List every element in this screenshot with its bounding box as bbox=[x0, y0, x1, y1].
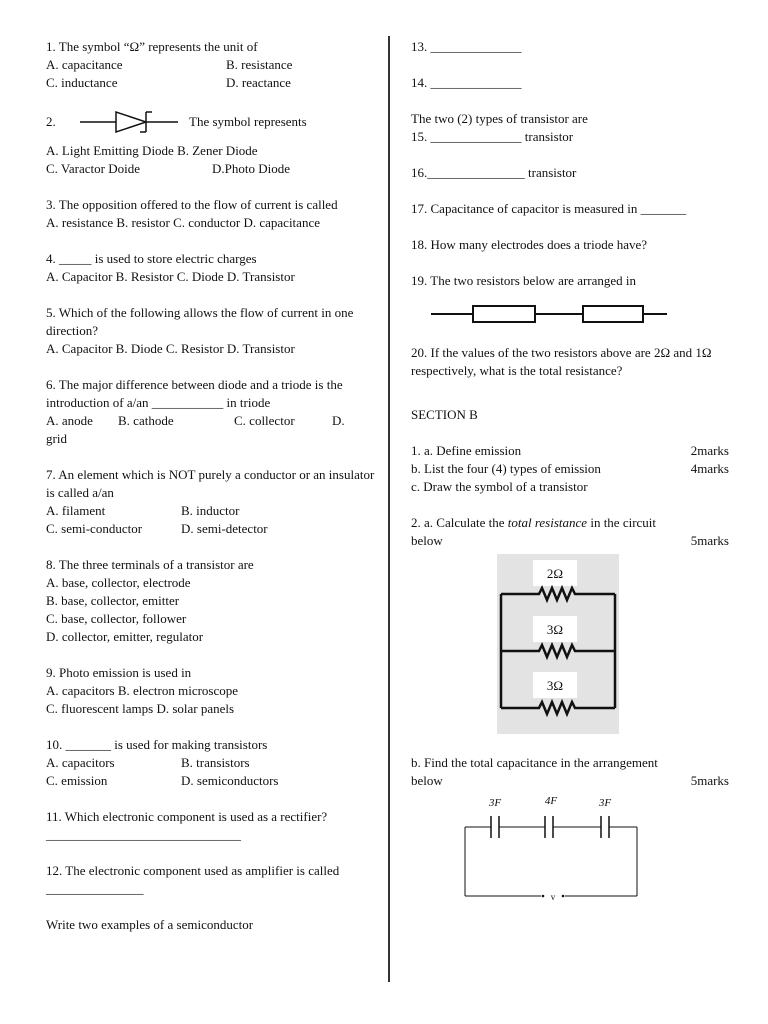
q10-option-b: B. transistors bbox=[181, 755, 250, 770]
q10-option-a: A. capacitors bbox=[46, 755, 115, 770]
q10-stem: 10. _______ is used for making transistors bbox=[46, 737, 268, 752]
q7-stem: 7. An element which is NOT purely a conductor or an insulator is called a/an bbox=[46, 467, 375, 500]
q2-stem: The symbol represents bbox=[189, 114, 307, 129]
transistor-types-intro: The two (2) types of transistor are bbox=[411, 111, 588, 126]
q8-option-d: D. collector, emitter, regulator bbox=[46, 629, 204, 644]
q6-option-a: A. anode bbox=[46, 413, 93, 428]
left-column bbox=[46, 38, 376, 934]
q14-blank: 14. ______________ bbox=[411, 75, 522, 90]
q20: 20. If the values of the two resistors above are 2Ω and 1Ω respectively, what is the total resistance? bbox=[411, 345, 712, 378]
c1-label: 3F bbox=[488, 797, 502, 809]
b2a-pre: 2. a. Calculate the bbox=[411, 515, 508, 530]
q3-stem: 3. The opposition offered to the flow of current is called bbox=[46, 197, 338, 212]
q5-options: A. Capacitor B. Diode C. Resistor D. Transistor bbox=[46, 341, 295, 356]
c2-label: 4F bbox=[544, 795, 558, 807]
question-3 bbox=[46, 196, 376, 232]
q6-option-d: D. bbox=[332, 413, 345, 428]
q18: 18. How many electrodes does a triode have? bbox=[411, 237, 648, 252]
q4-stem: 4. _____ is used to store electric charges bbox=[46, 251, 257, 266]
b2a-em: total resistance bbox=[507, 515, 588, 530]
b1b-row bbox=[411, 460, 729, 478]
b2a-row bbox=[411, 532, 729, 550]
q2-options-ab: A. Light Emitting Diode B. Zener Diode bbox=[46, 143, 258, 158]
question-6 bbox=[46, 376, 376, 448]
q9-stem: 9. Photo emission is used in bbox=[46, 665, 192, 680]
q16-blank: 16._______________ transistor bbox=[411, 165, 577, 180]
question-12 bbox=[46, 862, 376, 898]
b2a-text bbox=[411, 514, 729, 532]
q6-option-c: C. collector bbox=[234, 413, 295, 428]
question-5 bbox=[46, 304, 376, 358]
q12-stem: 12. The electronic component used as amplifier is called _______________ bbox=[46, 863, 340, 896]
b1a-row bbox=[411, 442, 729, 460]
q2-option-c: C. Varactor Doide bbox=[46, 161, 140, 176]
q1-option-b: B. resistance bbox=[226, 57, 293, 72]
b2b-text: b. Find the total capacitance in the arrangement bbox=[411, 755, 658, 770]
q15-blank: 15. ______________ transistor bbox=[411, 129, 574, 144]
q17: 17. Capacitance of capacitor is measured in _______ bbox=[411, 201, 687, 216]
q4-options: A. Capacitor B. Resistor C. Diode D. Transistor bbox=[46, 269, 295, 284]
b2b-marks: 5marks bbox=[690, 773, 729, 788]
q5-stem: 5. Which of the following allows the flow of current in one direction? bbox=[46, 305, 354, 338]
b1a-marks: 2marks bbox=[690, 443, 729, 458]
parallel-resistor-circuit bbox=[497, 554, 619, 734]
q19: 19. The two resistors below are arranged in bbox=[411, 273, 637, 288]
q8-option-a: A. base, collector, electrode bbox=[46, 575, 191, 590]
question-2 bbox=[46, 110, 376, 178]
q7-option-d: D. semi-detector bbox=[181, 521, 268, 536]
column-divider bbox=[388, 36, 390, 982]
c3-label: 3F bbox=[598, 797, 612, 809]
b2b-below: below bbox=[411, 773, 443, 788]
r3-label: 3Ω bbox=[546, 678, 564, 693]
resistor-2 bbox=[583, 306, 643, 322]
question-9 bbox=[46, 664, 376, 718]
resistor-1 bbox=[473, 306, 535, 322]
series-resistors-diagram bbox=[431, 296, 671, 332]
voltage-source-label: v bbox=[550, 892, 556, 902]
q6-option-d-text: grid bbox=[46, 431, 67, 446]
section-b-heading: SECTION B bbox=[411, 407, 478, 422]
zener-diode-icon bbox=[80, 110, 180, 134]
q3-options: A. resistance B. resistor C. conductor D. capacitance bbox=[46, 215, 320, 230]
b1b-marks: 4marks bbox=[690, 461, 729, 476]
q7-option-a: A. filament bbox=[46, 503, 106, 518]
q1-option-a: A. capacitance bbox=[46, 57, 123, 72]
q7-option-b: B. inductor bbox=[181, 503, 240, 518]
q7-option-c: C. semi-conductor bbox=[46, 521, 143, 536]
q10-option-c: C. emission bbox=[46, 773, 108, 788]
b1c-text: c. Draw the symbol of a transistor bbox=[411, 479, 588, 494]
q2-option-d: D.Photo Diode bbox=[212, 161, 290, 176]
q8-option-c: C. base, collector, follower bbox=[46, 611, 187, 626]
series-capacitor-circuit bbox=[461, 792, 651, 904]
q8-stem: 8. The three terminals of a transistor are bbox=[46, 557, 254, 572]
question-7 bbox=[46, 466, 376, 538]
semiconductor-examples-prompt: Write two examples of a semiconductor bbox=[46, 917, 254, 932]
q10-option-d: D. semiconductors bbox=[181, 773, 279, 788]
right-column bbox=[411, 38, 729, 904]
q1-stem: 1. The symbol “Ω” represents the unit of bbox=[46, 39, 258, 54]
b2b-row bbox=[411, 772, 729, 790]
b1b-text: b. List the four (4) types of emission bbox=[411, 461, 601, 476]
question-1 bbox=[46, 38, 376, 92]
q9-options-ab: A. capacitors B. electron microscope bbox=[46, 683, 239, 698]
question-10 bbox=[46, 736, 376, 790]
q6-option-b: B. cathode bbox=[118, 413, 174, 428]
q2-number: 2. bbox=[46, 114, 56, 129]
q1-option-d: D. reactance bbox=[226, 75, 291, 90]
r2-label: 3Ω bbox=[546, 622, 564, 637]
q8-option-b: B. base, collector, emitter bbox=[46, 593, 180, 608]
question-8 bbox=[46, 556, 376, 646]
q6-stem: 6. The major difference between diode and a triode is the introduction of a/an ___________ in triode bbox=[46, 377, 343, 410]
q11-stem: 11. Which electronic component is used as a rectifier? ______________________________ bbox=[46, 809, 328, 842]
question-4 bbox=[46, 250, 376, 286]
b2a-below: below bbox=[411, 533, 443, 548]
b1a-text: 1. a. Define emission bbox=[411, 443, 522, 458]
question-11 bbox=[46, 808, 376, 844]
q13-blank: 13. ______________ bbox=[411, 39, 522, 54]
r1-label: 2Ω bbox=[546, 566, 564, 581]
b2a-post: in the circuit bbox=[587, 515, 657, 530]
b2a-marks: 5marks bbox=[690, 533, 729, 548]
q9-options-cd: C. fluorescent lamps D. solar panels bbox=[46, 701, 235, 716]
q1-option-c: C. inductance bbox=[46, 75, 118, 90]
